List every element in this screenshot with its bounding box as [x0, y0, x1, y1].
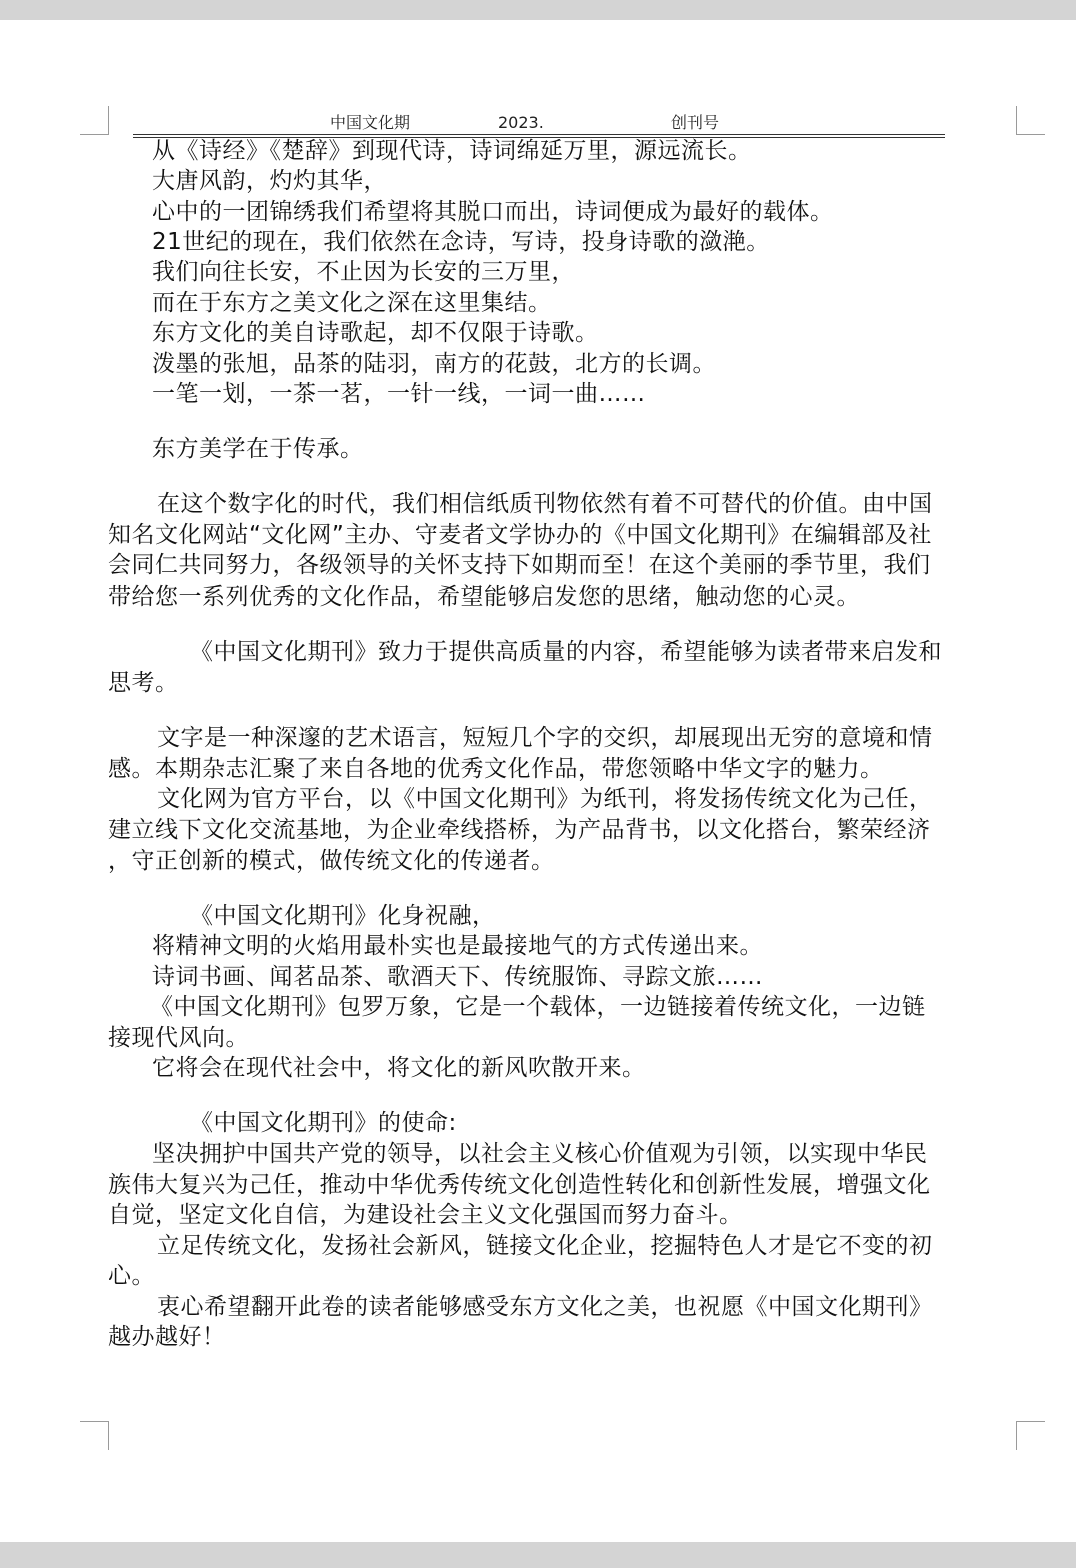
poem-line: 心中的一团锦绣我们希望将其脱口而出，诗词便成为最好的载体。 [152, 199, 834, 225]
poem-line: 大唐风韵，灼灼其华， [152, 168, 387, 194]
paragraph-line: 知名文化网站“文化网”主办、守麦者文学协办的《中国文化期刊》在编辑部及社 [108, 522, 932, 548]
crop-mark-bottom-right [1016, 1421, 1045, 1450]
running-header-journal: 中国文化期 [330, 113, 411, 132]
paragraph-line: 衷心希望翻开此卷的读者能够感受东方文化之美，也祝愿《中国文化期刊》 [157, 1294, 933, 1320]
paragraph-line: 带给您一系列优秀的文化作品，希望能够启发您的思绪，触动您的心灵。 [108, 584, 860, 610]
poem-line: 东方文化的美自诗歌起，却不仅限于诗歌。 [152, 320, 599, 346]
paragraph-line: 文化网为官方平台，以《中国文化期刊》为纸刊，将发扬传统文化为己任， [157, 786, 933, 812]
paragraph-line: 族伟大复兴为己任，推动中华优秀传统文化创造性转化和创新性发展，增强文化 [108, 1172, 931, 1198]
header-rule [133, 134, 945, 135]
paragraph-line: ，守正创新的模式，做传统文化的传递者。 [108, 848, 555, 874]
paragraph-line: 诗词书画、闻茗品茶、歌酒天下、传统服饰、寻踪文旅…… [152, 964, 763, 990]
paragraph-line: 在这个数字化的时代，我们相信纸质刊物依然有着不可替代的价值。由中国 [157, 491, 933, 517]
paragraph-line: 建立线下文化交流基地，为企业牵线搭桥，为产品背书，以文化搭台，繁荣经济 [108, 817, 931, 843]
poem-line: 泼墨的张旭，品茶的陆羽，南方的花鼓，北方的长调。 [152, 351, 716, 377]
top-gray-band [0, 0, 1076, 20]
paragraph-line: 自觉，坚定文化自信，为建设社会主义文化强国而努力奋斗。 [108, 1202, 743, 1228]
crop-mark-top-left [80, 106, 109, 135]
paragraph-line: 文字是一种深邃的艺术语言，短短几个字的交织，却展现出无穷的意境和情 [157, 725, 933, 751]
running-header-year: 2023. [498, 113, 544, 132]
paragraph-line: 越办越好！ [108, 1324, 226, 1350]
poem-line: 而在于东方之美文化之深在这里集结。 [152, 290, 552, 316]
paragraph-line: 会同仁共同努力，各级领导的关怀支持下如期而至！在这个美丽的季节里，我们 [108, 552, 931, 578]
crop-mark-bottom-left [80, 1421, 109, 1450]
crop-mark-top-right [1016, 106, 1045, 135]
paragraph-line: 它将会在现代社会中，将文化的新风吹散开来。 [152, 1055, 646, 1081]
poem-line: 我们向往长安，不止因为长安的三万里， [152, 259, 575, 285]
poem-line: 21世纪的现在，我们依然在念诗，写诗，投身诗歌的潋滟。 [152, 229, 770, 255]
paragraph-line: 将精神文明的火焰用最朴实也是最接地气的方式传递出来。 [152, 933, 763, 959]
paragraph-line: 立足传统文化，发扬社会新风，链接文化企业，挖掘特色人才是它不变的初 [157, 1233, 933, 1259]
paragraph-line: 接现代风向。 [108, 1025, 249, 1051]
poem-line: 从《诗经》《楚辞》到现代诗，诗词绵延万里，源远流长。 [152, 138, 752, 164]
paragraph-line: 《中国文化期刊》致力于提供高质量的内容，希望能够为读者带来启发和 [190, 639, 942, 665]
section-statement: 东方美学在于传承。 [152, 436, 364, 462]
paragraph-line: 心。 [108, 1263, 155, 1289]
poem-line: 一笔一划，一茶一茗，一针一线，一词一曲…… [152, 381, 646, 407]
running-header-issue: 创刊号 [671, 113, 720, 132]
bottom-gray-band [0, 1542, 1076, 1568]
mission-heading: 《中国文化期刊》的使命: [190, 1110, 457, 1136]
paragraph-line: 感。本期杂志汇聚了来自各地的优秀文化作品，带您领略中华文字的魅力。 [108, 756, 884, 782]
paragraph-line: 《中国文化期刊》包罗万象，它是一个载体，一边链接着传统文化，一边链 [150, 994, 926, 1020]
paragraph-line: 思考。 [108, 670, 179, 696]
paragraph-line: 《中国文化期刊》化身祝融， [190, 903, 496, 929]
paragraph-line: 坚决拥护中国共产党的领导，以社会主义核心价值观为引领，以实现中华民 [152, 1141, 928, 1167]
